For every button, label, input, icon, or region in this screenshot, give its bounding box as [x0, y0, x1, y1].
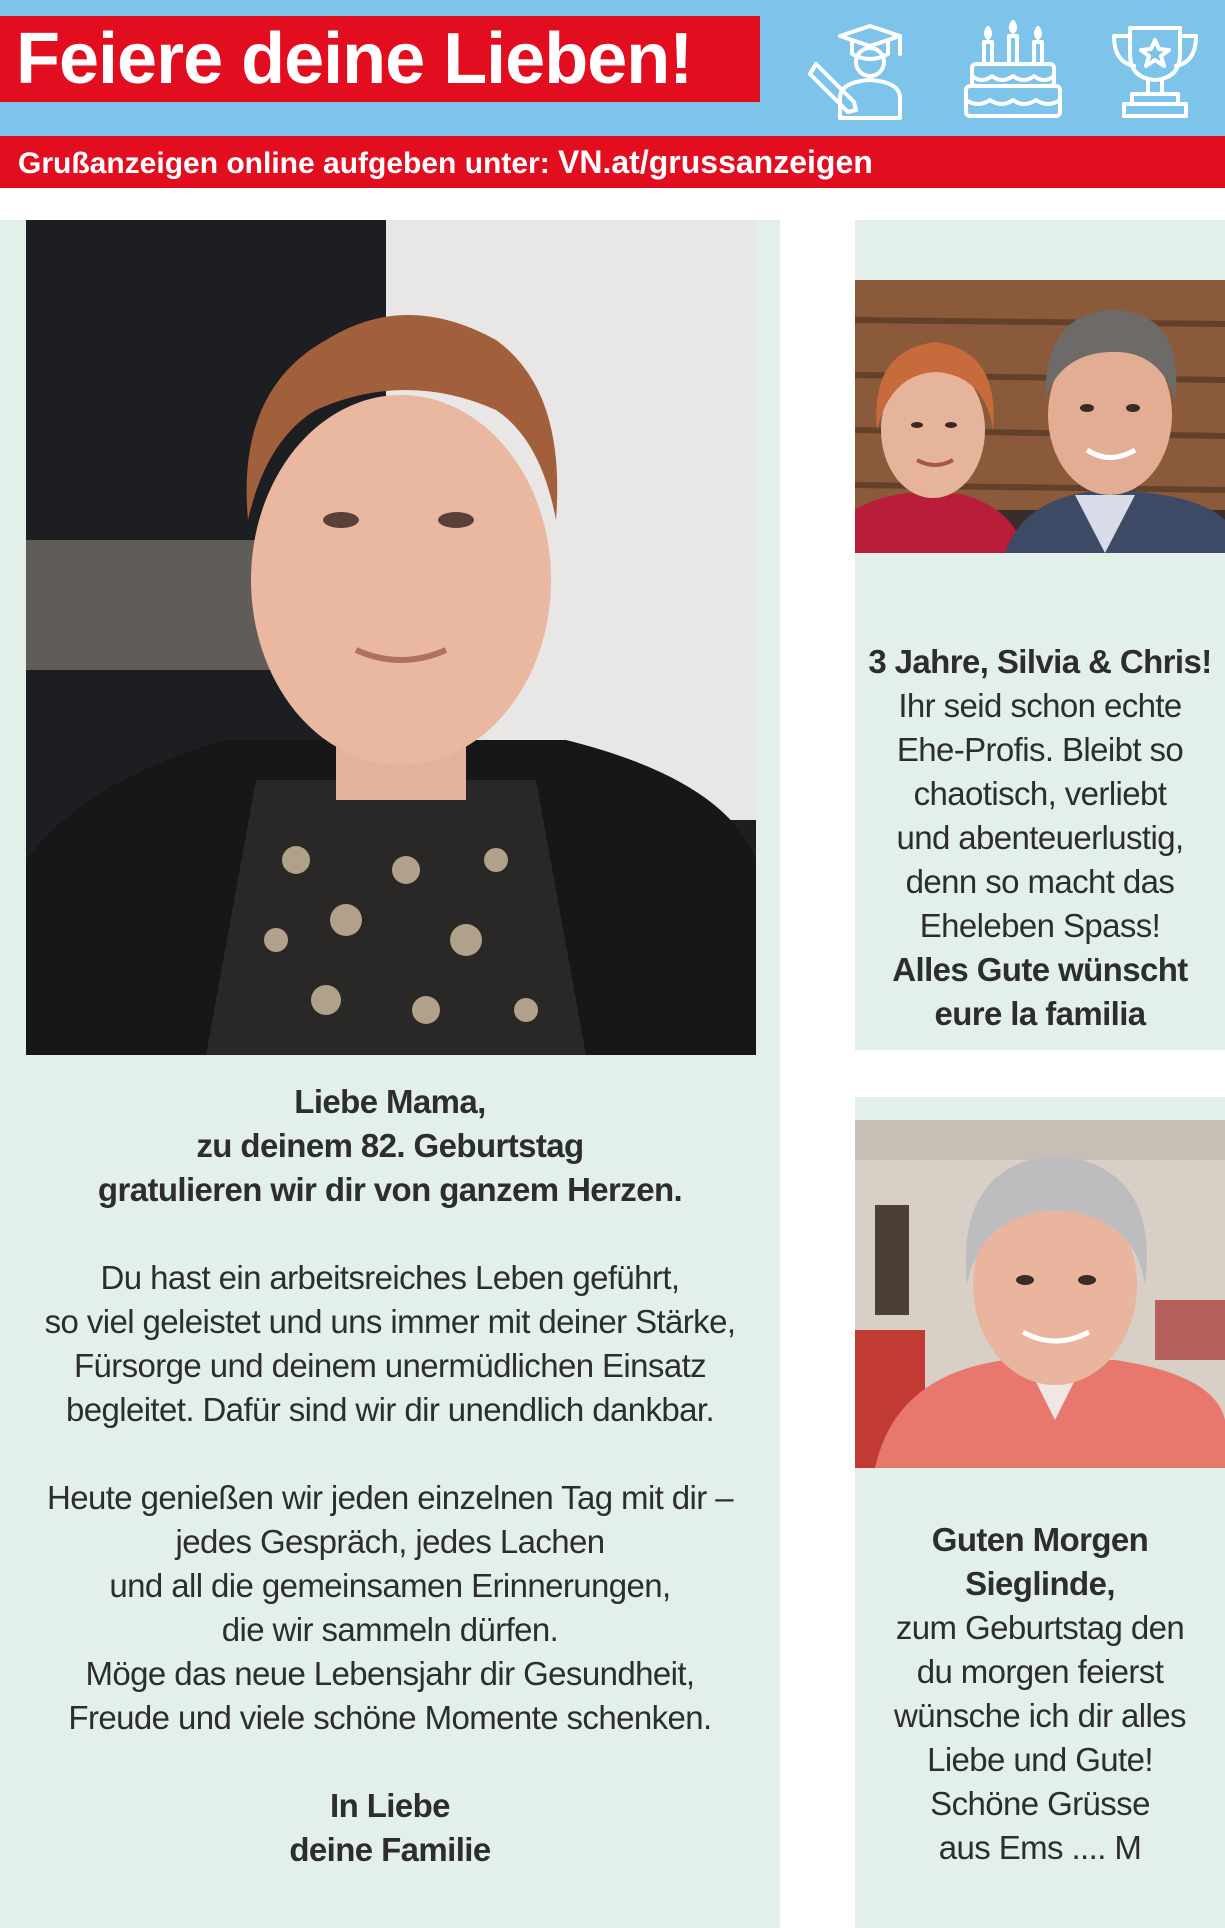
- couple-ad-heading: 3 Jahre, Silvia & Chris!: [868, 643, 1212, 680]
- birthday-cake-icon: [958, 14, 1068, 124]
- couple-ad-body-line: chaotisch, verliebt: [913, 775, 1167, 812]
- photo-sieglinde: [855, 1120, 1225, 1468]
- website-link[interactable]: VN.at/grussanzeigen: [558, 144, 873, 180]
- main-ad-body-line: und all die gemeinsamen Erinnerungen,: [109, 1567, 671, 1604]
- sieglinde-ad-body-line: du morgen feierst: [916, 1653, 1164, 1690]
- sieglinde-ad-body-line: wünsche ich dir alles: [894, 1697, 1186, 1734]
- couple-ad-body-line: Ehe-Profis. Bleibt so: [896, 731, 1184, 768]
- main-ad-body-line: Du hast ein arbeitsreiches Leben geführt,: [100, 1259, 680, 1296]
- page-title: Feiere deine Lieben!: [0, 16, 760, 102]
- main-ad-body-line: Heute genießen wir jeden einzelnen Tag mit dir –: [46, 1479, 734, 1516]
- sieglinde-ad-body-line: Schöne Grüsse: [930, 1785, 1150, 1822]
- main-ad-heading-line: zu deinem 82. Geburtstag: [196, 1127, 584, 1164]
- main-ad-signature-line: In Liebe: [330, 1787, 450, 1824]
- trophy-icon: [1100, 14, 1210, 124]
- photo-couple: [855, 280, 1225, 553]
- main-ad-heading-line: gratulieren wir dir von ganzem Herzen.: [97, 1171, 683, 1208]
- sieglinde-ad-body-line: Liebe und Gute!: [927, 1741, 1153, 1778]
- sieglinde-ad-heading-line: Sieglinde,: [965, 1565, 1115, 1602]
- main-ad-body-line: jedes Gespräch, jedes Lachen: [175, 1523, 605, 1560]
- sieglinde-ad-text: [855, 1518, 1225, 1870]
- main-ad-body-line: Fürsorge und deinem unermüdlichen Einsatz: [73, 1347, 707, 1384]
- subheader-text: Grußanzeigen online aufgeben unter:: [18, 147, 559, 180]
- main-ad-body-line: begleitet. Dafür sind wir dir unendlich dankbar.: [65, 1391, 715, 1428]
- subheader-bar: [0, 136, 1225, 188]
- couple-ad-signature-line: Alles Gute wünscht: [892, 951, 1188, 988]
- photo-mama: [26, 220, 756, 1055]
- couple-ad-signature-line: eure la familia: [934, 995, 1146, 1032]
- couple-ad-text: [855, 640, 1225, 1036]
- couple-ad-body-line: Eheleben Spass!: [919, 907, 1161, 944]
- sieglinde-ad-body-line: zum Geburtstag den: [895, 1609, 1185, 1646]
- couple-ad-body-line: Ihr seid schon echte: [898, 687, 1182, 724]
- main-ad-body-line: so viel geleistet und uns immer mit deiner Stärke,: [44, 1303, 736, 1340]
- graduate-icon: [800, 14, 910, 124]
- main-ad-body-line: Möge das neue Lebensjahr dir Gesundheit,: [85, 1655, 695, 1692]
- main-ad-heading-line: Liebe Mama,: [294, 1083, 486, 1120]
- main-ad-body-line: Freude und viele schöne Momente schenken.: [68, 1699, 712, 1736]
- sieglinde-ad-body-line: aus Ems .... M: [938, 1829, 1142, 1866]
- couple-ad-body-line: und abenteuerlustig,: [896, 819, 1184, 856]
- main-ad-text: [10, 1080, 770, 1872]
- sieglinde-ad-heading-line: Guten Morgen: [931, 1521, 1149, 1558]
- couple-ad-body-line: denn so macht das: [905, 863, 1175, 900]
- main-ad-body-line: die wir sammeln dürfen.: [221, 1611, 559, 1648]
- main-ad-signature-line: deine Familie: [289, 1831, 491, 1868]
